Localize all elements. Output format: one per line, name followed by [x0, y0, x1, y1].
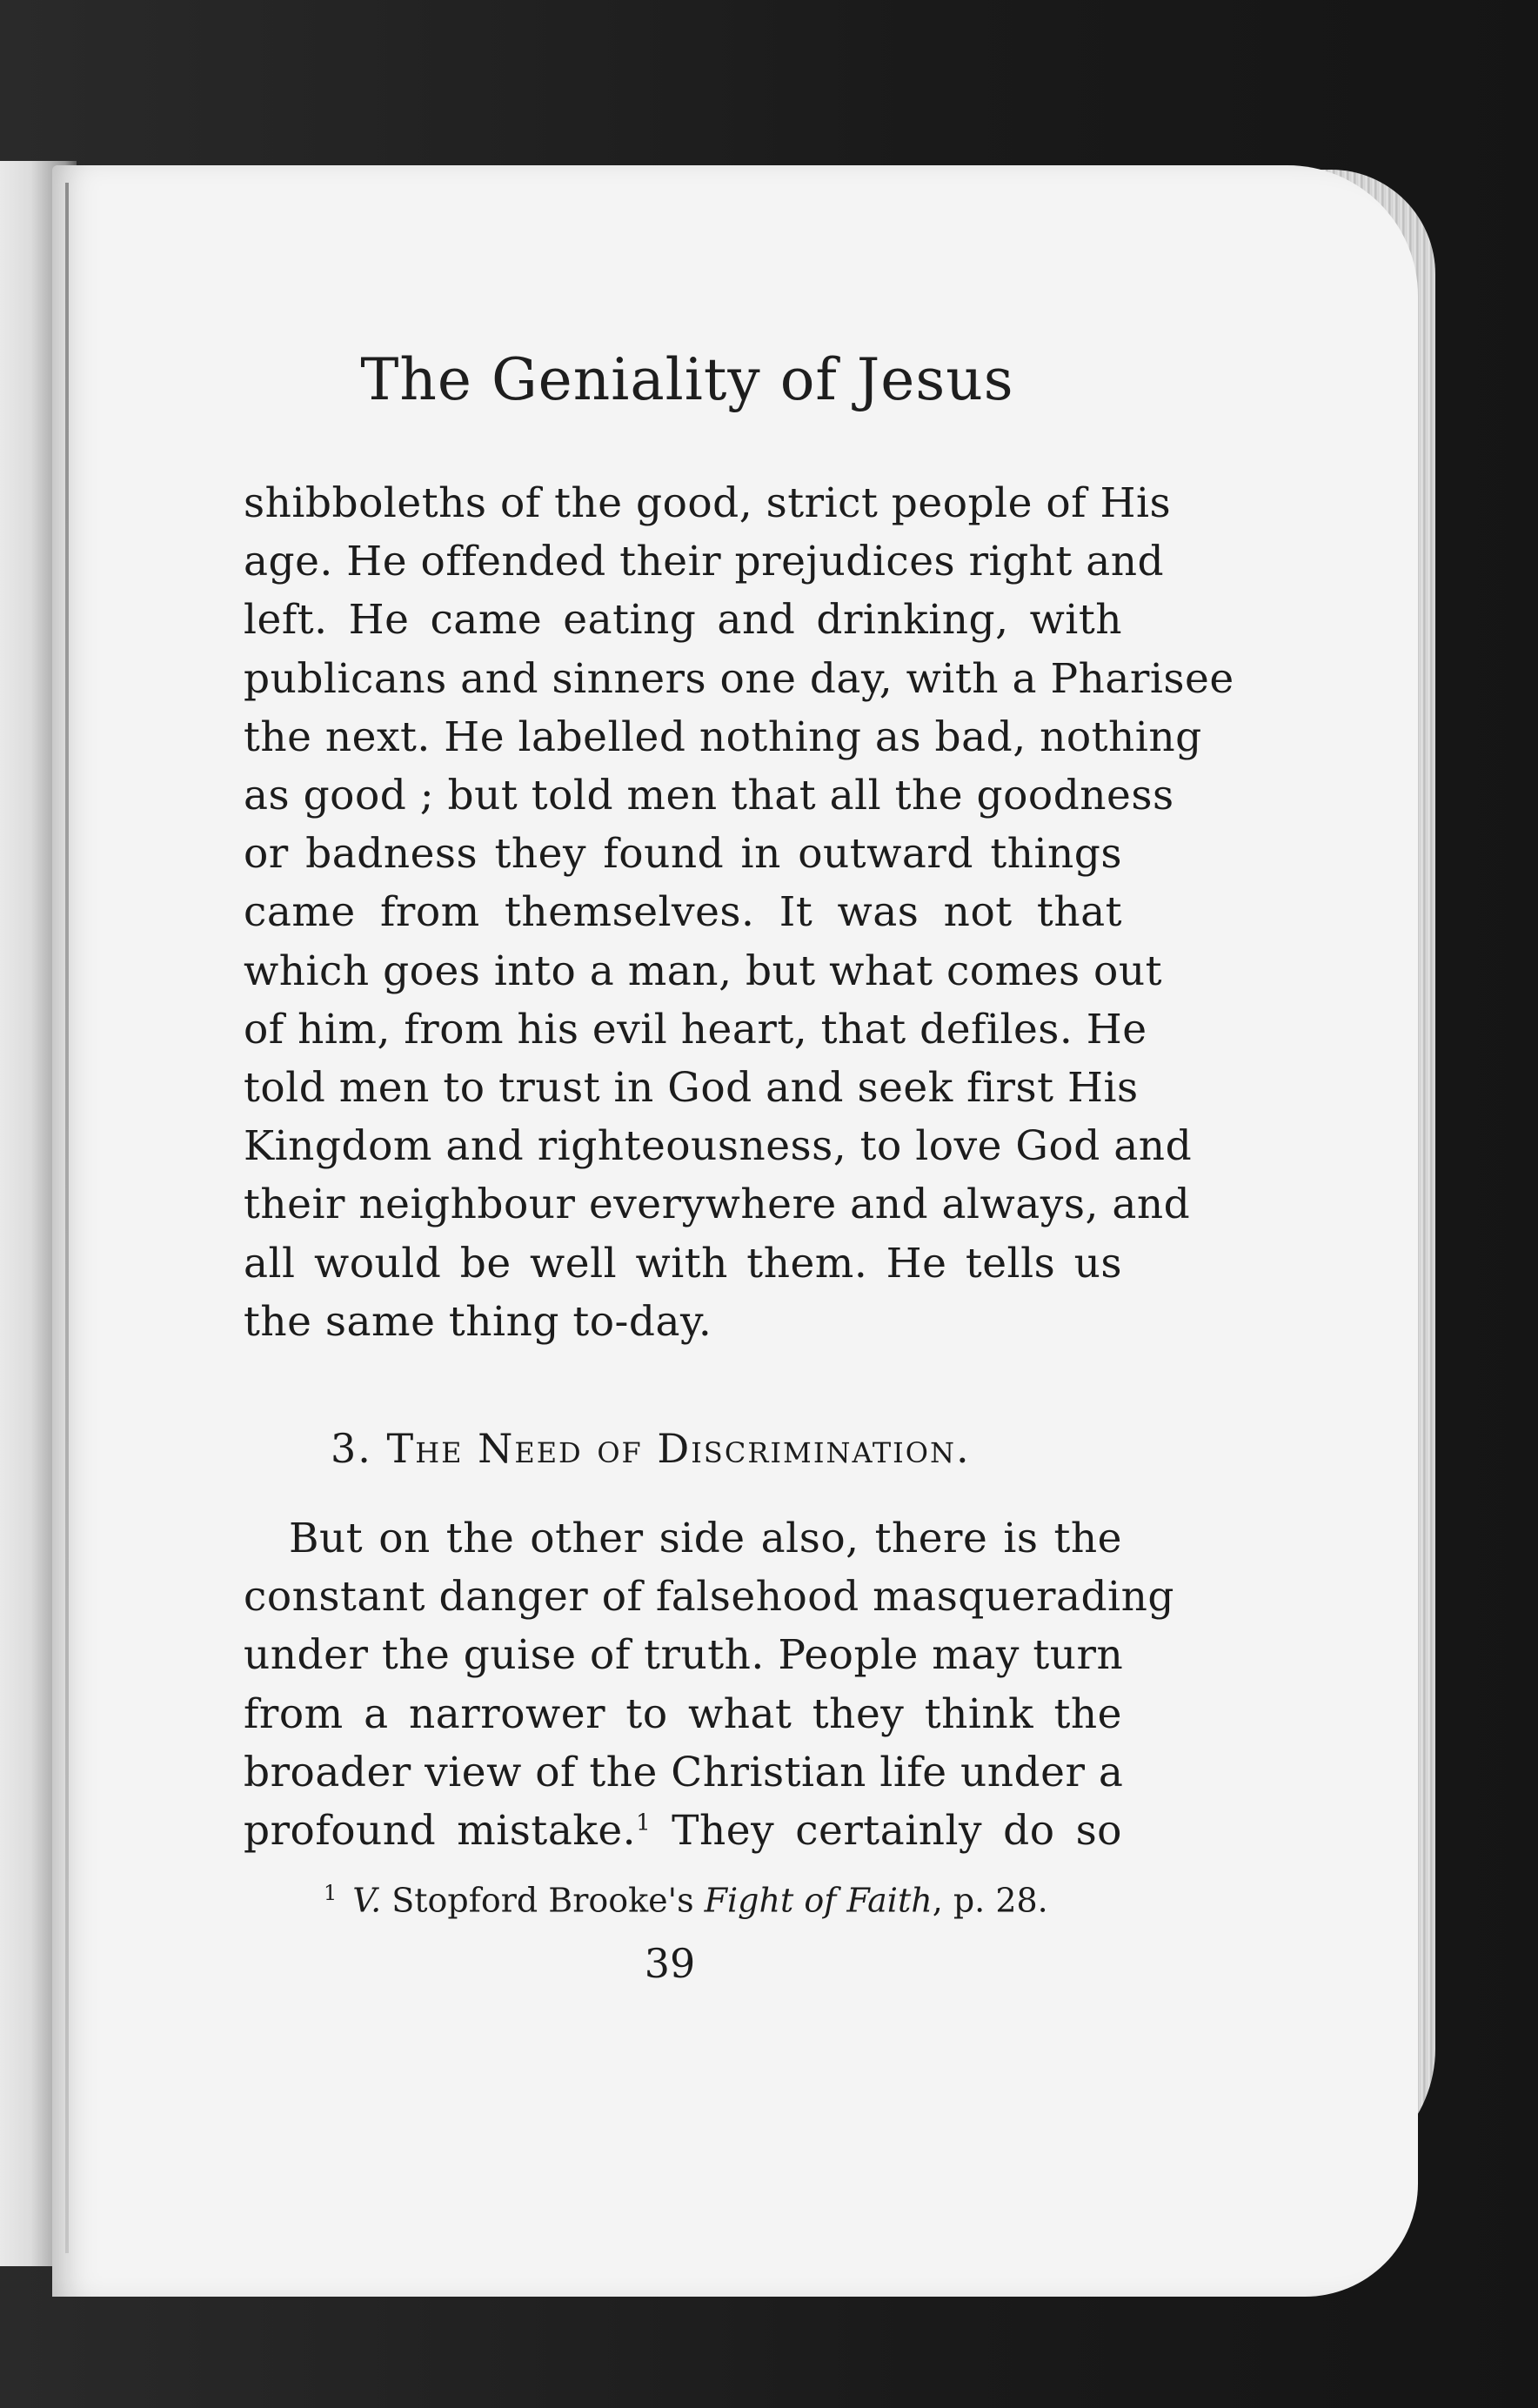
footnote-title: Fight of Faith [704, 1881, 933, 1920]
text-line: came from themselves. It was not that [244, 888, 1122, 937]
footnote [324, 1881, 1048, 1920]
text-line: from a narrower to what they think the [244, 1689, 1122, 1738]
footnote-mark: 1 [324, 1881, 338, 1905]
text-line: Kingdom and righteousness, to love God and [244, 1122, 1193, 1171]
running-head: The Geniality of Jesus [360, 346, 1014, 413]
text-segment: They certainly do so [651, 1807, 1122, 1856]
text-line: shibboleths of the good, strict people of His [244, 479, 1172, 527]
text-line: as good ; but told men that all the goodness [244, 772, 1174, 820]
paragraph-2 [244, 1509, 1174, 1860]
text-line: left. He came eating and drinking, with [244, 596, 1122, 645]
text-segment: profound mistake. [244, 1807, 637, 1856]
text-line: told men to trust in God and seek first His [244, 1064, 1139, 1113]
text-line: or badness they found in outward things [244, 830, 1122, 879]
text-line: publicans and sinners one day, with a Pharisee [244, 654, 1234, 703]
text-line: the next. He labelled nothing as bad, nothing [244, 712, 1202, 761]
footnote-v: V. [352, 1881, 382, 1920]
text-line: constant danger of falsehood masquerading [244, 1573, 1174, 1622]
text-line: of him, from his evil heart, that defiles. He [244, 1005, 1147, 1054]
page-number: 39 [644, 1940, 696, 1987]
text-line-with-footnote-ref [244, 1802, 1122, 1860]
text-line: their neighbour everywhere and always, and [244, 1181, 1191, 1229]
footnote-page: , p. 28. [932, 1881, 1048, 1920]
text-line: all would be well with them. He tells us [244, 1239, 1122, 1288]
text-line: under the guise of truth. People may turn [244, 1631, 1124, 1680]
text-line: which goes into a man, but what comes out [244, 946, 1162, 995]
text-line: broader view of the Christian life under a [244, 1748, 1124, 1796]
text-line: But on the other side also, there is the [289, 1515, 1122, 1562]
section-heading: 3. The Need of Discrimination. [331, 1425, 971, 1472]
text-line: age. He offended their prejudices right and [244, 538, 1165, 586]
text-line: the same thing to-day. [244, 1297, 712, 1346]
footnote-reference: 1 [636, 1809, 652, 1836]
footnote-author: Stopford Brooke's [381, 1881, 705, 1920]
gutter-shadow [65, 183, 69, 2253]
paragraph-1 [244, 474, 1234, 1351]
